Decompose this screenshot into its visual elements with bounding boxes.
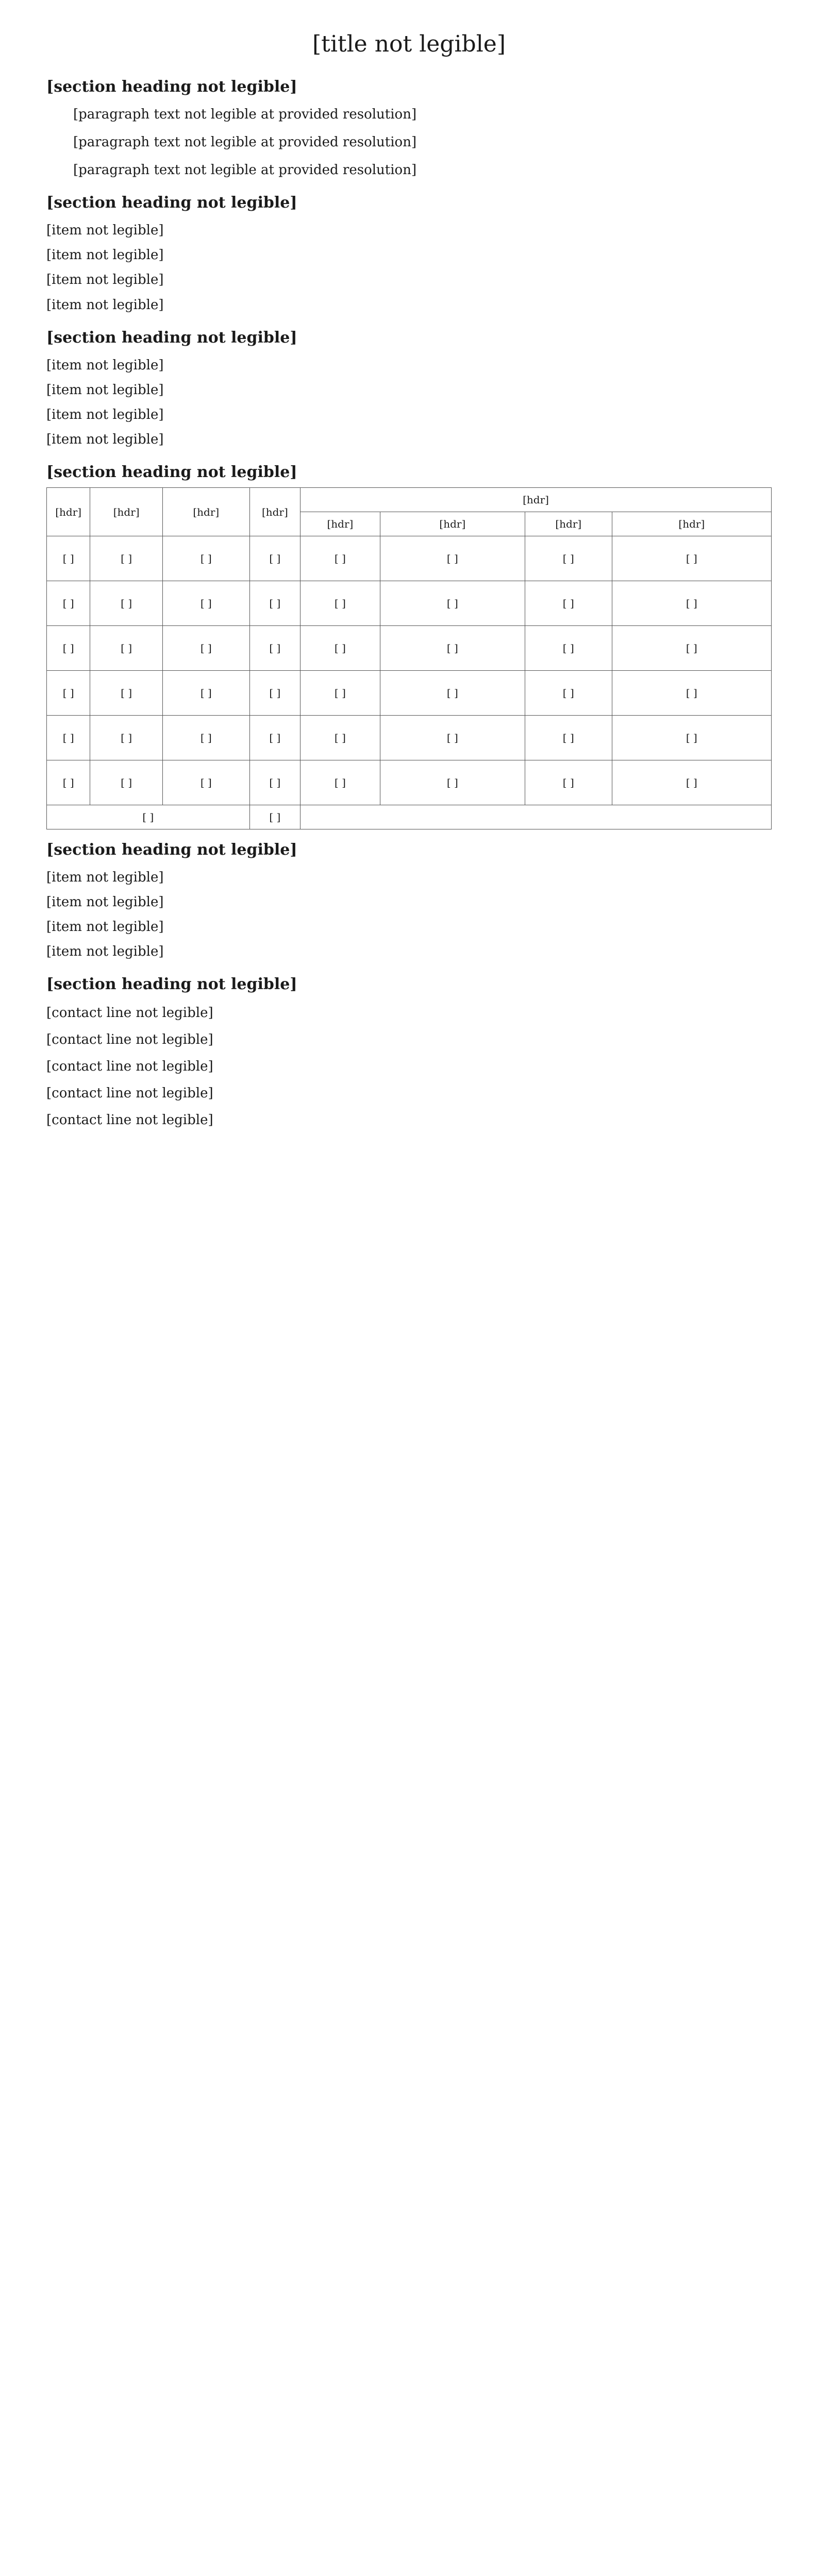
- table-cell: [ ]: [90, 671, 163, 716]
- document-title: [title not legible]: [312, 31, 506, 57]
- table-cell: [ ]: [301, 760, 380, 805]
- paragraph: [paragraph text not legible at provided resolution]: [73, 134, 417, 150]
- positions-table-wrap: [46, 487, 772, 829]
- table-header-cell: [hdr]: [90, 488, 163, 536]
- table-header-row: [47, 488, 772, 512]
- contact-line: [contact line not legible]: [46, 1112, 213, 1128]
- section-heading: [section heading not legible]: [46, 78, 297, 96]
- table-cell: [ ]: [47, 626, 90, 671]
- table-cell: [ ]: [90, 760, 163, 805]
- table-cell: [ ]: [612, 626, 771, 671]
- section-contact: [46, 975, 772, 1133]
- contact-line: [contact line not legible]: [46, 1086, 213, 1101]
- table-cell: [ ]: [301, 671, 380, 716]
- table-cell: [ ]: [47, 671, 90, 716]
- table-cell: [ ]: [525, 626, 612, 671]
- section-intro: [46, 78, 772, 182]
- table-cell: [ ]: [301, 536, 380, 581]
- table-header-cell: [hdr]: [525, 512, 612, 536]
- table-header-cell: [hdr]: [301, 488, 772, 512]
- section-salary: [46, 841, 772, 964]
- list-item: [item not legible]: [46, 297, 164, 313]
- list-item: [item not legible]: [46, 431, 164, 447]
- table-cell: [ ]: [525, 581, 612, 626]
- table-cell: [ ]: [47, 716, 90, 760]
- table-cell: [ ]: [162, 760, 249, 805]
- table-row: [47, 671, 772, 716]
- contact-line: [contact line not legible]: [46, 1032, 213, 1048]
- table-cell: [ ]: [380, 760, 525, 805]
- contact-line: [contact line not legible]: [46, 1005, 213, 1021]
- contact-line: [contact line not legible]: [46, 1059, 213, 1075]
- table-cell: [ ]: [525, 671, 612, 716]
- table-header-cell: [hdr]: [47, 488, 90, 536]
- table-total-row: [47, 805, 772, 829]
- table-header-cell: [hdr]: [301, 512, 380, 536]
- table-cell: [ ]: [525, 536, 612, 581]
- table-cell: [ ]: [612, 536, 771, 581]
- section-positions: [46, 463, 772, 829]
- section-heading: [section heading not legible]: [46, 194, 297, 212]
- table-cell: [ ]: [380, 581, 525, 626]
- section-heading: [section heading not legible]: [46, 328, 297, 347]
- table-cell: [ ]: [380, 671, 525, 716]
- table-cell: [ ]: [47, 760, 90, 805]
- list-item: [item not legible]: [46, 382, 164, 398]
- table-cell: [ ]: [612, 716, 771, 760]
- positions-table: [46, 487, 772, 829]
- table-cell: [301, 805, 772, 829]
- table-cell: [ ]: [301, 581, 380, 626]
- list-item: [item not legible]: [46, 919, 164, 935]
- table-header-cell: [hdr]: [612, 512, 771, 536]
- section-conditions: [46, 329, 772, 452]
- table-cell: [ ]: [301, 716, 380, 760]
- list-item: [item not legible]: [46, 223, 164, 239]
- table-cell: [ ]: [612, 671, 771, 716]
- table-cell: [ ]: [249, 581, 300, 626]
- table-cell: [ ]: [162, 581, 249, 626]
- table-row: [47, 581, 772, 626]
- paragraph: [paragraph text not legible at provided resolution]: [73, 107, 417, 122]
- table-cell: [ ]: [612, 760, 771, 805]
- list-item: [item not legible]: [46, 406, 164, 422]
- table-cell: [ ]: [249, 536, 300, 581]
- table-cell: [ ]: [249, 716, 300, 760]
- section-heading: [section heading not legible]: [46, 975, 297, 994]
- list-item: [item not legible]: [46, 894, 164, 910]
- table-cell: [ ]: [380, 536, 525, 581]
- table-cell: [ ]: [380, 716, 525, 760]
- table-cell: [ ]: [525, 760, 612, 805]
- table-cell: [ ]: [249, 805, 300, 829]
- table-row: [47, 716, 772, 760]
- paragraph: [paragraph text not legible at provided resolution]: [73, 162, 417, 178]
- list-item: [item not legible]: [46, 944, 164, 960]
- table-cell: [ ]: [90, 536, 163, 581]
- table-cell: [ ]: [301, 626, 380, 671]
- section-heading: [section heading not legible]: [46, 841, 297, 859]
- list-item: [item not legible]: [46, 870, 164, 886]
- table-cell: [ ]: [162, 626, 249, 671]
- table-cell: [ ]: [249, 671, 300, 716]
- list-item: [item not legible]: [46, 272, 164, 288]
- section-targets: [46, 194, 772, 317]
- section-heading: [section heading not legible]: [46, 463, 297, 482]
- table-cell: [ ]: [47, 581, 90, 626]
- table-cell: [ ]: [90, 581, 163, 626]
- table-cell: [ ]: [162, 671, 249, 716]
- table-cell: [ ]: [90, 716, 163, 760]
- table-cell: [ ]: [162, 536, 249, 581]
- table-cell: [ ]: [162, 716, 249, 760]
- table-header-cell: [hdr]: [249, 488, 300, 536]
- table-cell: [ ]: [525, 716, 612, 760]
- list-item: [item not legible]: [46, 357, 164, 373]
- table-row: [47, 536, 772, 581]
- table-cell: [ ]: [47, 805, 250, 829]
- list-item: [item not legible]: [46, 247, 164, 263]
- table-cell: [ ]: [380, 626, 525, 671]
- table-row: [47, 760, 772, 805]
- table-cell: [ ]: [612, 581, 771, 626]
- table-row: [47, 626, 772, 671]
- table-cell: [ ]: [249, 626, 300, 671]
- table-cell: [ ]: [47, 536, 90, 581]
- table-cell: [ ]: [249, 760, 300, 805]
- table-header-cell: [hdr]: [380, 512, 525, 536]
- table-cell: [ ]: [90, 626, 163, 671]
- table-header-cell: [hdr]: [162, 488, 249, 536]
